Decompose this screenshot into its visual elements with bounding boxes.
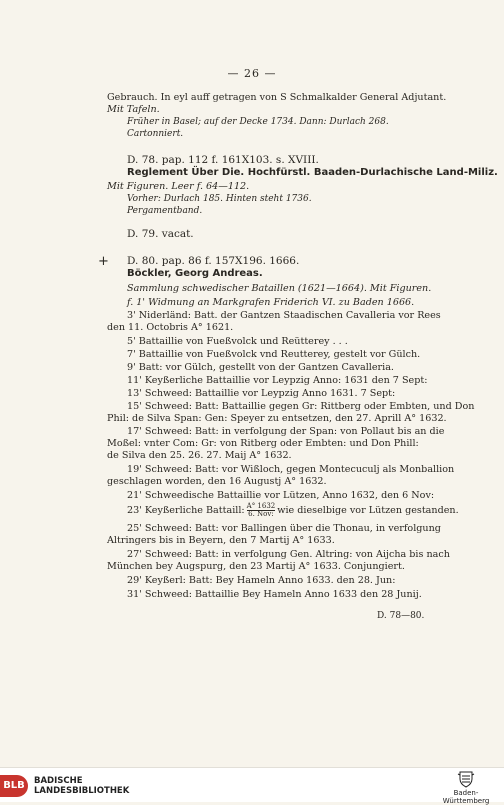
content-line: Phil: de Silva Span: Gen: Speyer zu entsetzen, den 27. Aprill A° 1632. (107, 413, 447, 424)
provenance-note: Vorher: Durlach 185. Hinten steht 1736. (127, 194, 312, 204)
fraction-top: A° 1632 (246, 502, 276, 510)
content-line: 17' Schweed: Batt: in verfolgung der Span: von Pollaut bis an die (127, 426, 445, 437)
line-text: wie dieselbige vor Lützen gestanden. (277, 505, 459, 516)
content-line: 27' Schweed: Batt: in verfolgung Gen. Altring: von Aijcha bis nach (127, 549, 450, 560)
entry-heading-d78: D. 78. pap. 112 f. 161X103. s. XVIII. (127, 154, 319, 166)
entry-title-d78: Reglement Über Die. Hochfürstl. Baaden-Durlachische Land-Miliz. (127, 167, 498, 178)
content-line: 15' Schweed: Batt: Battaillie gegen Gr: Rittberg oder Embten, und Don (127, 401, 475, 412)
entry-text-line: Mit Figuren. Leer f. 64—112. (107, 181, 250, 192)
content-line: Altringers bis in Beyern, den 7 Martij A° 1633. (107, 535, 335, 546)
content-line: 31' Schweed: Battaillie Bey Hameln Anno 1633 den 28 Junij. (127, 589, 422, 600)
date-fraction (247, 503, 276, 518)
content-line: 3' Niderländ: Batt. der Gantzen Staadischen Cavalleria vor Rees (127, 310, 441, 321)
content-line-fraction (127, 503, 459, 519)
plus-mark: + (98, 254, 109, 269)
library-name[interactable] (34, 776, 129, 796)
content-line: 9' Batt: vor Gülch, gestellt von der Gantzen Cavalleria. (127, 362, 394, 373)
content-line: f. 1' Widmung an Markgrafen Friderich VI. zu Baden 1666. (127, 297, 415, 308)
content-line: 25' Schweed: Batt: vor Ballingen über die Thonau, in verfolgung (127, 523, 441, 534)
entry-text-line: Mit Tafeln. (107, 104, 160, 115)
content-line: geschlagen worden, den 16 Augustj A° 1632. (107, 476, 327, 487)
content-line: 5' Battaillie von Fueßvolck und Reütterey . . . (127, 336, 348, 347)
line-text: 23' Keyßerliche Battaill: (127, 505, 245, 516)
fraction-bottom: 6. Nov: (248, 510, 274, 518)
content-line: Moßel: vnter Com: Gr: von Ritberg oder Embten: und Don Phill: (107, 438, 419, 449)
binding-note: Pergamentband. (127, 206, 203, 216)
entry-title-d80: Sammlung schwedischer Bataillen (1621—1664). Mit Figuren. (127, 283, 432, 294)
content-line: 11' Keyßerliche Battaillie vor Leypzig Anno: 1631 den 7 Sept: (127, 375, 428, 386)
page-range-note: D. 78—80. (377, 611, 425, 621)
content-line: den 11. Octobris A° 1621. (107, 322, 234, 333)
entry-heading-d79: D. 79. vacat. (127, 228, 194, 240)
coat-of-arms-icon (457, 770, 475, 788)
content-line: 7' Battaillie von Fueßvolck vnd Reutterey, gestelt vor Gülch. (127, 349, 421, 360)
library-name-line2: LANDESBIBLIOTHEK (34, 786, 130, 796)
library-name-line1: BADISCHE (34, 776, 83, 786)
content-line: 29' Keyßerl: Batt: Bey Hameln Anno 1633. den 28. Jun: (127, 575, 396, 586)
page-number: — 26 — (227, 67, 277, 80)
footer-bar (0, 767, 504, 805)
blb-logo[interactable]: BLB (0, 775, 28, 797)
content-line: München bey Augspurg, den 23 Martij A° 1633. Conjungiert. (107, 561, 405, 572)
provenance-note: Früher in Basel; auf der Decke 1734. Dann: Durlach 268. (127, 117, 389, 127)
state-label: Baden-Württemberg (442, 789, 490, 805)
content-line: 21' Schweedische Battaillie vor Lützen, Anno 1632, den 6 Nov: (127, 490, 435, 501)
state-logo[interactable] (434, 770, 498, 805)
entry-author-d80: Böckler, Georg Andreas. (127, 268, 263, 279)
entry-heading-d80: D. 80. pap. 86 f. 157X196. 1666. (127, 255, 300, 267)
entry-text-line: Gebrauch. In eyl auff getragen von S Schmalkalder General Adjutant. (107, 92, 447, 103)
content-line: 19' Schweed: Batt: vor Wißloch, gegen Montecuculj als Monballion (127, 464, 455, 475)
binding-note: Cartonniert. (127, 129, 184, 139)
content-line: 13' Schweed: Battaillie vor Leypzig Anno 1631. 7 Sept: (127, 388, 396, 399)
content-line: de Silva den 25. 26. 27. Maij A° 1632. (107, 450, 292, 461)
